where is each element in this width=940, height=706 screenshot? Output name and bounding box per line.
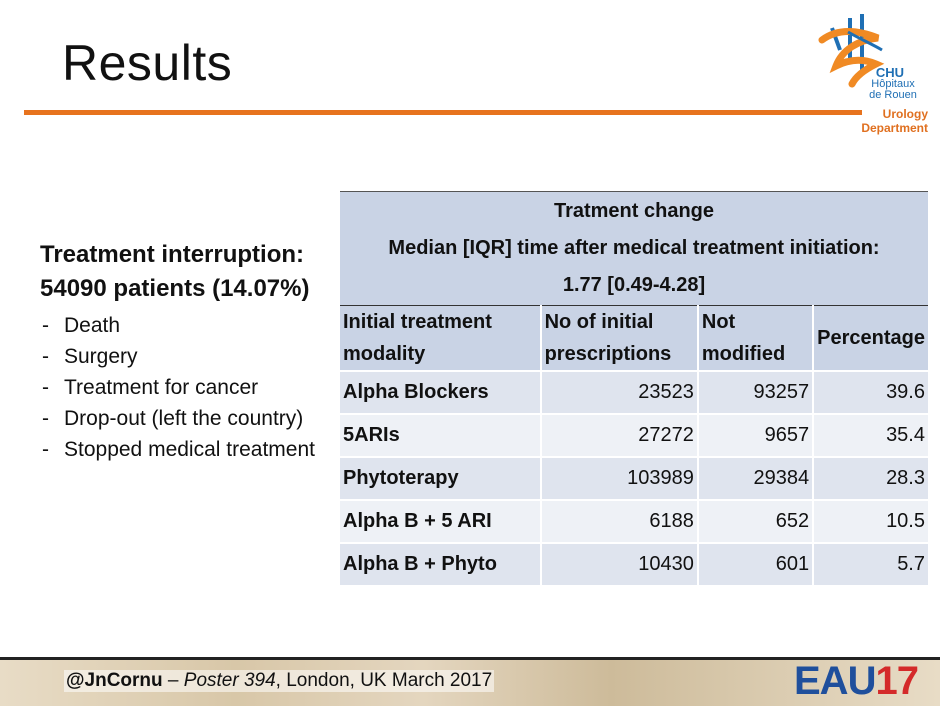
- table-row: [340, 457, 928, 500]
- logo-chu: CHU: [875, 65, 905, 80]
- interruption-title: [40, 238, 340, 306]
- table-caption-line2: Median [IQR] time after medical treatment initiation:: [388, 237, 880, 259]
- interruption-title-line2: 54090 patients (14.07%): [40, 275, 310, 302]
- column-header-percentage: Percentage: [813, 306, 928, 372]
- cell-modality: Alpha B + Phyto: [340, 543, 541, 585]
- eau-logo-year: 17: [875, 659, 918, 703]
- cell-modality: 5ARIs: [340, 414, 541, 457]
- slide-title: Results: [62, 35, 233, 91]
- cell-initial: 27272: [541, 414, 698, 457]
- cell-not-modified: 93257: [698, 371, 813, 414]
- table-row: [340, 414, 928, 457]
- cell-initial: 103989: [541, 457, 698, 500]
- interruption-block: [40, 238, 340, 465]
- cell-initial: 6188: [541, 500, 698, 543]
- interruption-reasons-list: [40, 310, 340, 465]
- table-row: [340, 500, 928, 543]
- cell-percentage: 10.5: [813, 500, 928, 543]
- results-table: [340, 191, 928, 585]
- footer-credit: [64, 670, 494, 692]
- cell-percentage: 5.7: [813, 543, 928, 585]
- cell-percentage: 28.3: [813, 457, 928, 500]
- logo-dept-line2: Department: [861, 121, 928, 135]
- cell-percentage: 39.6: [813, 371, 928, 414]
- cell-modality: Alpha B + 5 ARI: [340, 500, 541, 543]
- table-row: [340, 371, 928, 414]
- list-item: - Stopped medical treatment: [40, 434, 340, 465]
- footer-handle: @JnCornu: [66, 670, 163, 691]
- cell-not-modified: 29384: [698, 457, 813, 500]
- footer-location: , London, UK March 2017: [275, 670, 493, 691]
- logo-hospital-line1: Hôpitaux: [871, 78, 915, 90]
- footer-poster: Poster 394: [183, 670, 276, 691]
- logo-dept-line1: Urology: [882, 107, 928, 121]
- title-divider: [24, 110, 862, 115]
- eau-logo-text: EAU: [794, 659, 876, 703]
- table-caption-line3: 1.77 [0.49-4.28]: [562, 274, 706, 296]
- treatment-change-table: [340, 191, 928, 585]
- footer-dash: –: [162, 670, 184, 691]
- column-header-modality: Initial treatment modality: [340, 306, 541, 372]
- column-header-not-modified: Not modified: [698, 306, 813, 372]
- cell-not-modified: 9657: [698, 414, 813, 457]
- interruption-title-line1: Treatment interruption:: [40, 241, 305, 268]
- table-caption: [340, 192, 928, 306]
- cell-modality: Phytoterapy: [340, 457, 541, 500]
- eau17-logo: [794, 660, 918, 702]
- cell-not-modified: 652: [698, 500, 813, 543]
- list-item: - Treatment for cancer: [40, 372, 340, 403]
- cell-not-modified: 601: [698, 543, 813, 585]
- cell-initial: 23523: [541, 371, 698, 414]
- logo-department: [842, 107, 928, 135]
- cell-modality: Alpha Blockers: [340, 371, 541, 414]
- table-header-row: [340, 306, 928, 372]
- cell-percentage: 35.4: [813, 414, 928, 457]
- logo-wordmark: [830, 66, 930, 101]
- column-header-initial: No of initial prescriptions: [541, 306, 698, 372]
- table-caption-line1: Tratment change: [553, 200, 715, 222]
- table-row: [340, 543, 928, 585]
- list-item: - Death: [40, 310, 340, 341]
- table-caption-row: [340, 192, 928, 306]
- logo-hospital-line2: de Rouen: [869, 89, 917, 101]
- list-item: - Drop-out (left the country): [40, 403, 340, 434]
- cell-initial: 10430: [541, 543, 698, 585]
- list-item: - Surgery: [40, 341, 340, 372]
